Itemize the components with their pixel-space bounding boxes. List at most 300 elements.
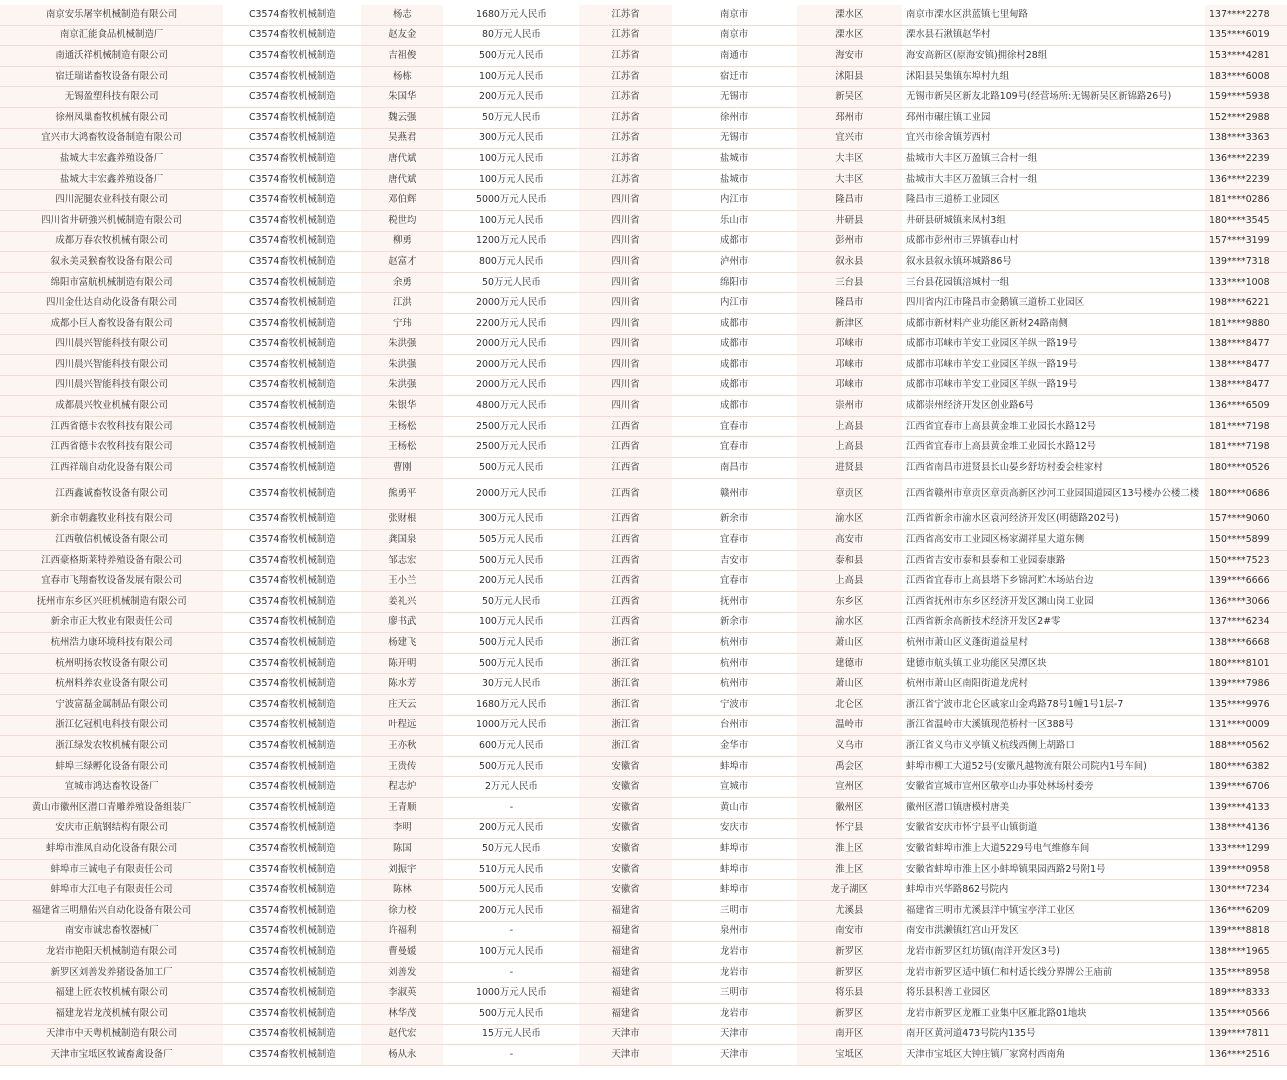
table-row bbox=[0, 839, 1287, 860]
table-row bbox=[0, 66, 1287, 87]
industry-code-cell: C3574畜牧机械制造 bbox=[223, 478, 361, 509]
industry-code-cell: C3574畜牧机械制造 bbox=[223, 736, 361, 757]
company-name-cell: 江西豪格斯莱特养殖设备有限公司 bbox=[0, 550, 223, 571]
city-cell: 南通市 bbox=[672, 46, 797, 67]
legal-rep-cell: 余勇 bbox=[361, 272, 443, 293]
district-cell: 隆昌市 bbox=[797, 190, 902, 211]
table-row bbox=[0, 107, 1287, 128]
city-cell: 蚌埠市 bbox=[672, 756, 797, 777]
province-cell: 江苏省 bbox=[579, 87, 671, 108]
address-cell: 江西省抚州市东乡区经济开发区渊山岗工业园 bbox=[902, 592, 1205, 613]
address-cell: 安徽省蚌埠市淮上区小蚌埠镇果园西路2号附1号 bbox=[902, 859, 1205, 880]
province-cell: 浙江省 bbox=[579, 715, 671, 736]
company-name-cell: 新罗区刘善发养猪设备加工厂 bbox=[0, 962, 223, 983]
phone-cell: 136****6509 bbox=[1205, 396, 1287, 417]
province-cell: 福建省 bbox=[579, 921, 671, 942]
industry-code-cell: C3574畜牧机械制造 bbox=[223, 1045, 361, 1066]
registered-capital-cell: 500万元人民币 bbox=[443, 458, 579, 479]
legal-rep-cell: 李明 bbox=[361, 818, 443, 839]
company-name-cell: 蚌埠市三诚电子有限责任公司 bbox=[0, 859, 223, 880]
company-name-cell: 福建龙岩龙茂机械有限公司 bbox=[0, 1003, 223, 1024]
district-cell: 南开区 bbox=[797, 1024, 902, 1045]
phone-cell: 152****2988 bbox=[1205, 107, 1287, 128]
phone-cell: 198****6221 bbox=[1205, 293, 1287, 314]
city-cell: 南昌市 bbox=[672, 458, 797, 479]
company-name-cell: 龙岩市艳阳天机械制造有限公司 bbox=[0, 942, 223, 963]
district-cell: 渝水区 bbox=[797, 509, 902, 530]
legal-rep-cell: 徐力校 bbox=[361, 900, 443, 921]
table-row bbox=[0, 900, 1287, 921]
district-cell: 上高县 bbox=[797, 571, 902, 592]
address-cell: 南安市洪濑镇红宫山开发区 bbox=[902, 921, 1205, 942]
city-cell: 蚌埠市 bbox=[672, 839, 797, 860]
registered-capital-cell: 2500万元人民币 bbox=[443, 437, 579, 458]
district-cell: 新罗区 bbox=[797, 1003, 902, 1024]
company-name-cell: 江西祥瑞自动化设备有限公司 bbox=[0, 458, 223, 479]
phone-cell: 139****4133 bbox=[1205, 797, 1287, 818]
industry-code-cell: C3574畜牧机械制造 bbox=[223, 437, 361, 458]
table-row bbox=[0, 396, 1287, 417]
province-cell: 四川省 bbox=[579, 293, 671, 314]
registered-capital-cell: 500万元人民币 bbox=[443, 46, 579, 67]
registered-capital-cell: 100万元人民币 bbox=[443, 210, 579, 231]
phone-cell: 139****7811 bbox=[1205, 1024, 1287, 1045]
legal-rep-cell: 朱洪强 bbox=[361, 334, 443, 355]
phone-cell: 189****8333 bbox=[1205, 983, 1287, 1004]
district-cell: 溧水区 bbox=[797, 5, 902, 25]
company-name-cell: 杭州浩力康环境科技有限公司 bbox=[0, 633, 223, 654]
table-row bbox=[0, 149, 1287, 170]
district-cell: 萧山区 bbox=[797, 674, 902, 695]
address-cell: 江西省高安市工业园区杨家湖祥星大道东侧 bbox=[902, 530, 1205, 551]
table-row bbox=[0, 210, 1287, 231]
city-cell: 成都市 bbox=[672, 231, 797, 252]
city-cell: 金华市 bbox=[672, 736, 797, 757]
registered-capital-cell: - bbox=[443, 962, 579, 983]
registered-capital-cell: 500万元人民币 bbox=[443, 633, 579, 654]
address-cell: 天津市宝坻区大钟庄镇厂家窝村西南角 bbox=[902, 1045, 1205, 1066]
company-name-cell: 四川晨兴智能科技有限公司 bbox=[0, 355, 223, 376]
province-cell: 江西省 bbox=[579, 530, 671, 551]
phone-cell: 139****8818 bbox=[1205, 921, 1287, 942]
table-row bbox=[0, 592, 1287, 613]
legal-rep-cell: 吴燕君 bbox=[361, 128, 443, 149]
legal-rep-cell: 江洪 bbox=[361, 293, 443, 314]
table-row bbox=[0, 880, 1287, 901]
city-cell: 杭州市 bbox=[672, 674, 797, 695]
legal-rep-cell: 朱银华 bbox=[361, 396, 443, 417]
company-name-cell: 四川金仕达自动化设备有限公司 bbox=[0, 293, 223, 314]
city-cell: 宁波市 bbox=[672, 695, 797, 716]
industry-code-cell: C3574畜牧机械制造 bbox=[223, 25, 361, 46]
table-row bbox=[0, 550, 1287, 571]
company-name-cell: 成都万春农牧机械有限公司 bbox=[0, 231, 223, 252]
company-name-cell: 宜春市飞翔畜牧设备发展有限公司 bbox=[0, 571, 223, 592]
province-cell: 安徽省 bbox=[579, 756, 671, 777]
address-cell: 江西省吉安市泰和县泰和工业园泰康路 bbox=[902, 550, 1205, 571]
registered-capital-cell: 2000万元人民币 bbox=[443, 375, 579, 396]
industry-code-cell: C3574畜牧机械制造 bbox=[223, 695, 361, 716]
legal-rep-cell: 龚国泉 bbox=[361, 530, 443, 551]
phone-cell: 136****2239 bbox=[1205, 149, 1287, 170]
industry-code-cell: C3574畜牧机械制造 bbox=[223, 107, 361, 128]
phone-cell: 150****7523 bbox=[1205, 550, 1287, 571]
city-cell: 新余市 bbox=[672, 612, 797, 633]
city-cell: 抚州市 bbox=[672, 592, 797, 613]
table-row bbox=[0, 530, 1287, 551]
industry-code-cell: C3574畜牧机械制造 bbox=[223, 839, 361, 860]
address-cell: 盐城市大丰区万盈镇三合村一组 bbox=[902, 169, 1205, 190]
city-cell: 南京市 bbox=[672, 5, 797, 25]
legal-rep-cell: 杨栋 bbox=[361, 66, 443, 87]
city-cell: 成都市 bbox=[672, 313, 797, 334]
industry-code-cell: C3574畜牧机械制造 bbox=[223, 715, 361, 736]
company-name-cell: 蚌埠市大江电子有限责任公司 bbox=[0, 880, 223, 901]
address-cell: 成都市彭州市三界镇春山村 bbox=[902, 231, 1205, 252]
province-cell: 江苏省 bbox=[579, 5, 671, 25]
industry-code-cell: C3574畜牧机械制造 bbox=[223, 252, 361, 273]
city-cell: 赣州市 bbox=[672, 478, 797, 509]
table-row bbox=[0, 962, 1287, 983]
industry-code-cell: C3574畜牧机械制造 bbox=[223, 128, 361, 149]
registered-capital-cell: 1680万元人民币 bbox=[443, 5, 579, 25]
company-name-cell: 黄山市徽州区潜口青雕养殖设备组装厂 bbox=[0, 797, 223, 818]
district-cell: 大丰区 bbox=[797, 149, 902, 170]
company-name-cell: 四川省井研強兴机械制造有限公司 bbox=[0, 210, 223, 231]
company-name-cell: 蚌埠市淮凤自动化设备有限公司 bbox=[0, 839, 223, 860]
address-cell: 将乐县积善工业园区 bbox=[902, 983, 1205, 1004]
address-cell: 叙永县叙永镇环城路86号 bbox=[902, 252, 1205, 273]
district-cell: 邛崃市 bbox=[797, 355, 902, 376]
company-name-cell: 南京安乐屠宰机械制造有限公司 bbox=[0, 5, 223, 25]
district-cell: 泰和县 bbox=[797, 550, 902, 571]
district-cell: 进贤县 bbox=[797, 458, 902, 479]
phone-cell: 180****8101 bbox=[1205, 653, 1287, 674]
table-row bbox=[0, 1003, 1287, 1024]
industry-code-cell: C3574畜牧机械制造 bbox=[223, 313, 361, 334]
city-cell: 蚌埠市 bbox=[672, 859, 797, 880]
city-cell: 龙岩市 bbox=[672, 1003, 797, 1024]
table-row bbox=[0, 1024, 1287, 1045]
district-cell: 义乌市 bbox=[797, 736, 902, 757]
legal-rep-cell: 杨志 bbox=[361, 5, 443, 25]
legal-rep-cell: 程志炉 bbox=[361, 777, 443, 798]
province-cell: 江苏省 bbox=[579, 149, 671, 170]
city-cell: 安庆市 bbox=[672, 818, 797, 839]
company-name-cell: 宣城市鸿达畜牧设备厂 bbox=[0, 777, 223, 798]
industry-code-cell: C3574畜牧机械制造 bbox=[223, 653, 361, 674]
province-cell: 江苏省 bbox=[579, 46, 671, 67]
phone-cell: 188****0562 bbox=[1205, 736, 1287, 757]
company-name-cell: 南通沃祥机械制造有限公司 bbox=[0, 46, 223, 67]
province-cell: 天津市 bbox=[579, 1045, 671, 1066]
address-cell: 徽州区潜口镇唐模村唐美 bbox=[902, 797, 1205, 818]
table-row bbox=[0, 334, 1287, 355]
legal-rep-cell: 唐代斌 bbox=[361, 169, 443, 190]
province-cell: 浙江省 bbox=[579, 653, 671, 674]
province-cell: 江西省 bbox=[579, 478, 671, 509]
district-cell: 邳州市 bbox=[797, 107, 902, 128]
legal-rep-cell: 刘善发 bbox=[361, 962, 443, 983]
industry-code-cell: C3574畜牧机械制造 bbox=[223, 458, 361, 479]
industry-code-cell: C3574畜牧机械制造 bbox=[223, 396, 361, 417]
phone-cell: 135****9976 bbox=[1205, 695, 1287, 716]
address-cell: 浙江省义乌市义亭镇义杭线西侧上胡路口 bbox=[902, 736, 1205, 757]
registered-capital-cell: 4800万元人民币 bbox=[443, 396, 579, 417]
address-cell: 成都市新材料产业功能区新材24路南侧 bbox=[902, 313, 1205, 334]
registered-capital-cell: 30万元人民币 bbox=[443, 674, 579, 695]
phone-cell: 181****9880 bbox=[1205, 313, 1287, 334]
table-row bbox=[0, 942, 1287, 963]
province-cell: 福建省 bbox=[579, 942, 671, 963]
province-cell: 浙江省 bbox=[579, 695, 671, 716]
city-cell: 吉安市 bbox=[672, 550, 797, 571]
province-cell: 四川省 bbox=[579, 396, 671, 417]
address-cell: 安徽省宣城市宣州区敬亭山办事处林场村委旁 bbox=[902, 777, 1205, 798]
registered-capital-cell: 505万元人民币 bbox=[443, 530, 579, 551]
province-cell: 福建省 bbox=[579, 983, 671, 1004]
phone-cell: 150****5899 bbox=[1205, 530, 1287, 551]
company-name-cell: 蚌埠三绿孵化设备有限公司 bbox=[0, 756, 223, 777]
address-cell: 成都市邛崃市羊安工业园区羊纵一路19号 bbox=[902, 375, 1205, 396]
company-name-cell: 四川晨兴智能科技有限公司 bbox=[0, 334, 223, 355]
industry-code-cell: C3574畜牧机械制造 bbox=[223, 5, 361, 25]
table-row bbox=[0, 128, 1287, 149]
table-row bbox=[0, 293, 1287, 314]
phone-cell: 130****7234 bbox=[1205, 880, 1287, 901]
company-name-cell: 绵阳市富航机械制造有限公司 bbox=[0, 272, 223, 293]
registered-capital-cell: 1000万元人民币 bbox=[443, 983, 579, 1004]
industry-code-cell: C3574畜牧机械制造 bbox=[223, 1024, 361, 1045]
district-cell: 崇州市 bbox=[797, 396, 902, 417]
phone-cell: 131****0009 bbox=[1205, 715, 1287, 736]
company-name-cell: 成都晨兴牧业机械有限公司 bbox=[0, 396, 223, 417]
phone-cell: 180****0526 bbox=[1205, 458, 1287, 479]
legal-rep-cell: 陈水芳 bbox=[361, 674, 443, 695]
table-row bbox=[0, 231, 1287, 252]
district-cell: 三台县 bbox=[797, 272, 902, 293]
city-cell: 宜春市 bbox=[672, 571, 797, 592]
table-row bbox=[0, 478, 1287, 509]
registered-capital-cell: 2000万元人民币 bbox=[443, 293, 579, 314]
company-name-cell: 宿迁瑞诺畜牧设备有限公司 bbox=[0, 66, 223, 87]
city-cell: 成都市 bbox=[672, 375, 797, 396]
registered-capital-cell: 50万元人民币 bbox=[443, 592, 579, 613]
company-name-cell: 成都小巨人畜牧设备有限公司 bbox=[0, 313, 223, 334]
district-cell: 章贡区 bbox=[797, 478, 902, 509]
registered-capital-cell: 2000万元人民币 bbox=[443, 334, 579, 355]
registered-capital-cell: 600万元人民币 bbox=[443, 736, 579, 757]
table-row bbox=[0, 715, 1287, 736]
legal-rep-cell: 林华茂 bbox=[361, 1003, 443, 1024]
province-cell: 安徽省 bbox=[579, 880, 671, 901]
company-name-cell: 叙永美灵猴畜牧设备有限公司 bbox=[0, 252, 223, 273]
district-cell: 宝坻区 bbox=[797, 1045, 902, 1066]
legal-rep-cell: 魏云强 bbox=[361, 107, 443, 128]
table-row bbox=[0, 653, 1287, 674]
legal-rep-cell: 姜礼兴 bbox=[361, 592, 443, 613]
district-cell: 隆昌市 bbox=[797, 293, 902, 314]
province-cell: 江西省 bbox=[579, 437, 671, 458]
phone-cell: 137****6234 bbox=[1205, 612, 1287, 633]
address-cell: 浙江省宁波市北仑区戚家山金鸡路78号1幢1号1层-7 bbox=[902, 695, 1205, 716]
legal-rep-cell: 刘振宇 bbox=[361, 859, 443, 880]
industry-code-cell: C3574畜牧机械制造 bbox=[223, 509, 361, 530]
district-cell: 龙子湖区 bbox=[797, 880, 902, 901]
address-cell: 宜兴市徐舍镇芳西村 bbox=[902, 128, 1205, 149]
industry-code-cell: C3574畜牧机械制造 bbox=[223, 797, 361, 818]
province-cell: 江苏省 bbox=[579, 169, 671, 190]
registered-capital-cell: - bbox=[443, 1045, 579, 1066]
company-name-cell: 江西鑫诚畜牧设备有限公司 bbox=[0, 478, 223, 509]
address-cell: 安徽省蚌埠市淮上大道5229号电气维修车间 bbox=[902, 839, 1205, 860]
district-cell: 萧山区 bbox=[797, 633, 902, 654]
district-cell: 新吴区 bbox=[797, 87, 902, 108]
phone-cell: 133****1299 bbox=[1205, 839, 1287, 860]
company-name-cell: 浙江绿发农牧机械有限公司 bbox=[0, 736, 223, 757]
industry-code-cell: C3574畜牧机械制造 bbox=[223, 921, 361, 942]
table-row bbox=[0, 818, 1287, 839]
legal-rep-cell: 邹志宏 bbox=[361, 550, 443, 571]
industry-code-cell: C3574畜牧机械制造 bbox=[223, 46, 361, 67]
address-cell: 溧水县石湫镇赵华村 bbox=[902, 25, 1205, 46]
company-name-cell: 浙江亿冠机电科技有限公司 bbox=[0, 715, 223, 736]
registered-capital-cell: 300万元人民币 bbox=[443, 128, 579, 149]
phone-cell: 180****0686 bbox=[1205, 478, 1287, 509]
city-cell: 盐城市 bbox=[672, 149, 797, 170]
city-cell: 宜春市 bbox=[672, 530, 797, 551]
province-cell: 江西省 bbox=[579, 416, 671, 437]
legal-rep-cell: 庄天云 bbox=[361, 695, 443, 716]
registered-capital-cell: 500万元人民币 bbox=[443, 756, 579, 777]
city-cell: 宜春市 bbox=[672, 437, 797, 458]
address-cell: 邳州市碾庄镇工业园 bbox=[902, 107, 1205, 128]
registered-capital-cell: 200万元人民币 bbox=[443, 900, 579, 921]
district-cell: 大丰区 bbox=[797, 169, 902, 190]
phone-cell: 138****1965 bbox=[1205, 942, 1287, 963]
legal-rep-cell: 赵友金 bbox=[361, 25, 443, 46]
province-cell: 安徽省 bbox=[579, 797, 671, 818]
industry-code-cell: C3574畜牧机械制造 bbox=[223, 942, 361, 963]
district-cell: 海安市 bbox=[797, 46, 902, 67]
company-name-cell: 四川泥腿农业科技有限公司 bbox=[0, 190, 223, 211]
registered-capital-cell: 200万元人民币 bbox=[443, 87, 579, 108]
city-cell: 泉州市 bbox=[672, 921, 797, 942]
company-name-cell: 四川晨兴智能科技有限公司 bbox=[0, 375, 223, 396]
city-cell: 杭州市 bbox=[672, 653, 797, 674]
registered-capital-cell: 2200万元人民币 bbox=[443, 313, 579, 334]
address-cell: 龙岩市新罗区适中镇仁和村适长线分界牌公王庙前 bbox=[902, 962, 1205, 983]
industry-code-cell: C3574畜牧机械制造 bbox=[223, 962, 361, 983]
address-cell: 江西省新余高新技术经济开发区2#零 bbox=[902, 612, 1205, 633]
industry-code-cell: C3574畜牧机械制造 bbox=[223, 231, 361, 252]
legal-rep-cell: 叶程远 bbox=[361, 715, 443, 736]
company-name-cell: 无锡盈塑科技有限公司 bbox=[0, 87, 223, 108]
table-row bbox=[0, 375, 1287, 396]
province-cell: 四川省 bbox=[579, 375, 671, 396]
industry-code-cell: C3574畜牧机械制造 bbox=[223, 777, 361, 798]
company-name-cell: 福建上匠农牧机械有限公司 bbox=[0, 983, 223, 1004]
address-cell: 南京市溧水区洪蓝镇七里甸路 bbox=[902, 5, 1205, 25]
province-cell: 四川省 bbox=[579, 231, 671, 252]
province-cell: 浙江省 bbox=[579, 674, 671, 695]
address-cell: 蚌埠市兴华路862号院内 bbox=[902, 880, 1205, 901]
company-name-cell: 新余市正大牧业有限责任公司 bbox=[0, 612, 223, 633]
industry-code-cell: C3574畜牧机械制造 bbox=[223, 983, 361, 1004]
registered-capital-cell: 500万元人民币 bbox=[443, 880, 579, 901]
legal-rep-cell: 吉祖俊 bbox=[361, 46, 443, 67]
district-cell: 淮上区 bbox=[797, 839, 902, 860]
industry-code-cell: C3574畜牧机械制造 bbox=[223, 66, 361, 87]
province-cell: 福建省 bbox=[579, 1003, 671, 1024]
phone-cell: 153****4281 bbox=[1205, 46, 1287, 67]
city-cell: 龙岩市 bbox=[672, 962, 797, 983]
registered-capital-cell: 300万元人民币 bbox=[443, 509, 579, 530]
industry-code-cell: C3574畜牧机械制造 bbox=[223, 550, 361, 571]
address-cell: 建德市航头镇工业功能区吴潭区块 bbox=[902, 653, 1205, 674]
province-cell: 四川省 bbox=[579, 252, 671, 273]
registered-capital-cell: 100万元人民币 bbox=[443, 66, 579, 87]
province-cell: 江苏省 bbox=[579, 107, 671, 128]
table-row bbox=[0, 458, 1287, 479]
district-cell: 邛崃市 bbox=[797, 375, 902, 396]
registered-capital-cell: - bbox=[443, 921, 579, 942]
table-row bbox=[0, 313, 1287, 334]
industry-code-cell: C3574畜牧机械制造 bbox=[223, 880, 361, 901]
industry-code-cell: C3574畜牧机械制造 bbox=[223, 900, 361, 921]
registered-capital-cell: 50万元人民币 bbox=[443, 839, 579, 860]
registered-capital-cell: 500万元人民币 bbox=[443, 1003, 579, 1024]
phone-cell: 139****0958 bbox=[1205, 859, 1287, 880]
legal-rep-cell: 宁玮 bbox=[361, 313, 443, 334]
province-cell: 福建省 bbox=[579, 962, 671, 983]
phone-cell: 180****6382 bbox=[1205, 756, 1287, 777]
company-name-cell: 南京汇能食品机械制造厂 bbox=[0, 25, 223, 46]
address-cell: 蚌埠市柳工大道52号(安徽凡越物流有限公司院内1号车间) bbox=[902, 756, 1205, 777]
city-cell: 天津市 bbox=[672, 1024, 797, 1045]
city-cell: 徐州市 bbox=[672, 107, 797, 128]
district-cell: 南安市 bbox=[797, 921, 902, 942]
district-cell: 溧水区 bbox=[797, 25, 902, 46]
table-row bbox=[0, 416, 1287, 437]
industry-code-cell: C3574畜牧机械制造 bbox=[223, 210, 361, 231]
registered-capital-cell: 100万元人民币 bbox=[443, 149, 579, 170]
legal-rep-cell: 唐代斌 bbox=[361, 149, 443, 170]
company-name-cell: 杭州料养农业设备有限公司 bbox=[0, 674, 223, 695]
company-name-cell: 天津市中天粤机械制造有限公司 bbox=[0, 1024, 223, 1045]
legal-rep-cell: 王杨松 bbox=[361, 437, 443, 458]
table-row bbox=[0, 46, 1287, 67]
phone-cell: 139****6666 bbox=[1205, 571, 1287, 592]
legal-rep-cell: 熊勇平 bbox=[361, 478, 443, 509]
legal-rep-cell: 邓伯辉 bbox=[361, 190, 443, 211]
registered-capital-cell: 2000万元人民币 bbox=[443, 478, 579, 509]
legal-rep-cell: 柳勇 bbox=[361, 231, 443, 252]
company-name-cell: 徐州凤巢畜牧机械有限公司 bbox=[0, 107, 223, 128]
table-row bbox=[0, 1045, 1287, 1066]
province-cell: 天津市 bbox=[579, 1024, 671, 1045]
district-cell: 新罗区 bbox=[797, 962, 902, 983]
address-cell: 沭阳县吴集镇东埠村九组 bbox=[902, 66, 1205, 87]
district-cell: 徽州区 bbox=[797, 797, 902, 818]
city-cell: 杭州市 bbox=[672, 633, 797, 654]
phone-cell: 135****6019 bbox=[1205, 25, 1287, 46]
registered-capital-cell: 50万元人民币 bbox=[443, 107, 579, 128]
company-name-cell: 抚州市东乡区兴旺机械制造有限公司 bbox=[0, 592, 223, 613]
province-cell: 江西省 bbox=[579, 550, 671, 571]
table-row bbox=[0, 252, 1287, 273]
district-cell: 高安市 bbox=[797, 530, 902, 551]
